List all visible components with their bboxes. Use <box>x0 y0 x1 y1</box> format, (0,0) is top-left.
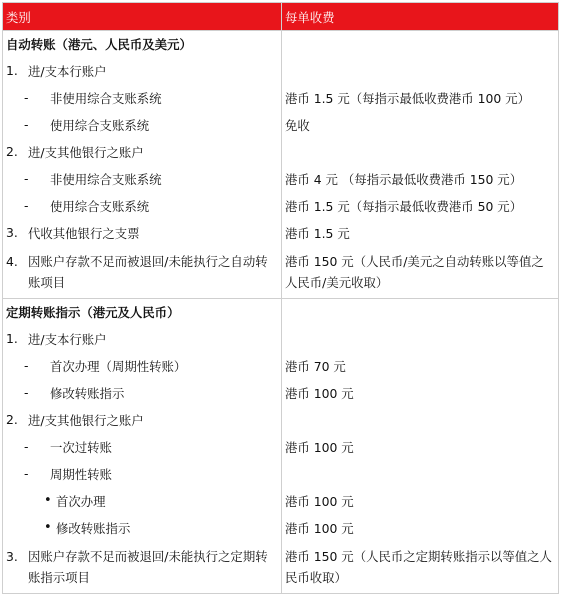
item-number: 1. <box>6 63 18 78</box>
fee-cell <box>282 192 558 219</box>
fee-text: 港币 100 元 <box>285 520 354 536</box>
category-cell <box>3 460 282 487</box>
fee-cell <box>282 406 558 433</box>
fee-cell <box>282 84 558 111</box>
header-fee: 每单收费 <box>285 9 335 25</box>
category-cell <box>3 165 282 192</box>
category-cell <box>3 57 282 84</box>
section-title: 自动转账（港元、人民币及美元） <box>6 37 192 52</box>
fee-text: 港币 100 元 <box>285 493 354 509</box>
category-text: 代收其他银行之支票 <box>28 225 140 241</box>
fee-text: 港币 70 元 <box>285 358 346 374</box>
dash-marker: - <box>24 385 29 400</box>
category-text: 使用综合支账系统 <box>50 198 150 214</box>
category-text: 因账户存款不足而被退回/未能执行之定期转账指示项目 <box>28 549 268 585</box>
table-row <box>3 325 558 352</box>
table-row <box>3 460 558 487</box>
fee-text: 港币 1.5 元（每指示最低收费港币 100 元） <box>285 90 530 106</box>
table-row <box>3 541 558 593</box>
fee-cell <box>282 325 558 352</box>
fee-cell <box>282 379 558 406</box>
category-text: 使用综合支账系统 <box>50 117 150 133</box>
table-row <box>3 111 558 138</box>
category-cell <box>3 111 282 138</box>
category-cell <box>3 433 282 460</box>
category-cell <box>3 299 282 325</box>
category-cell <box>3 406 282 433</box>
fee-text: 港币 100 元 <box>285 439 354 455</box>
fee-text: 港币 1.5 元（每指示最低收费港币 50 元） <box>285 198 523 214</box>
item-number: 2. <box>6 144 18 159</box>
dash-marker: - <box>24 171 29 186</box>
category-text: 进/支本行账户 <box>28 331 107 347</box>
fee-cell <box>282 541 558 593</box>
table-header <box>3 3 558 30</box>
table-row <box>3 57 558 84</box>
category-text: 一次过转账 <box>50 439 112 455</box>
section-row <box>3 30 558 57</box>
fee-cell <box>282 57 558 84</box>
section-title: 定期转账指示（港元及人民币） <box>6 305 180 320</box>
fee-text: 港币 4 元 （每指示最低收费港币 150 元） <box>285 171 523 187</box>
fee-cell <box>282 487 558 514</box>
dash-marker: - <box>24 358 29 373</box>
category-cell <box>3 514 282 541</box>
table-row <box>3 379 558 406</box>
category-text: 进/支其他银行之账户 <box>28 412 144 428</box>
category-cell <box>3 541 282 593</box>
table-row <box>3 84 558 111</box>
table-row <box>3 352 558 379</box>
fee-text: 免收 <box>285 117 310 133</box>
table-row <box>3 138 558 165</box>
table-row <box>3 433 558 460</box>
fee-cell <box>282 31 558 57</box>
category-text: 修改转账指示 <box>56 520 131 536</box>
category-text: 修改转账指示 <box>50 385 125 401</box>
table-body <box>3 30 558 593</box>
section-row <box>3 298 558 325</box>
category-cell <box>3 352 282 379</box>
category-text: 非使用综合支账系统 <box>50 90 162 106</box>
dash-marker: - <box>24 90 29 105</box>
category-cell <box>3 325 282 352</box>
category-cell <box>3 246 282 298</box>
category-cell <box>3 219 282 246</box>
fee-text: 港币 1.5 元 <box>285 225 350 241</box>
fee-cell <box>282 460 558 487</box>
dash-marker: - <box>24 439 29 454</box>
fee-table <box>2 2 559 594</box>
fee-cell <box>282 111 558 138</box>
header-category: 类别 <box>3 3 282 30</box>
dash-marker: - <box>24 117 29 132</box>
dash-marker: - <box>24 466 29 481</box>
bullet-marker: • <box>44 520 52 535</box>
table-row <box>3 487 558 514</box>
category-cell <box>3 192 282 219</box>
category-text: 周期性转账 <box>50 466 112 482</box>
category-text: 因账户存款不足而被退回/未能执行之自动转账项目 <box>28 254 268 290</box>
fee-cell <box>282 219 558 246</box>
fee-cell <box>282 165 558 192</box>
fee-cell <box>282 352 558 379</box>
table-row <box>3 192 558 219</box>
table-row <box>3 165 558 192</box>
fee-cell <box>282 299 558 325</box>
category-text: 进/支其他银行之账户 <box>28 144 144 160</box>
category-cell <box>3 487 282 514</box>
item-number: 3. <box>6 549 18 564</box>
category-text: 首次办理 <box>56 493 106 509</box>
table-row <box>3 406 558 433</box>
category-cell <box>3 31 282 57</box>
table-row <box>3 219 558 246</box>
fee-cell <box>282 138 558 165</box>
fee-cell <box>282 246 558 298</box>
table-row <box>3 514 558 541</box>
category-cell <box>3 379 282 406</box>
fee-text: 港币 150 元（人民币/美元之自动转账以等值之人民币/美元收取） <box>285 254 544 290</box>
dash-marker: - <box>24 198 29 213</box>
table-row <box>3 246 558 298</box>
category-text: 进/支本行账户 <box>28 63 107 79</box>
bullet-marker: • <box>44 493 52 508</box>
fee-text: 港币 100 元 <box>285 385 354 401</box>
item-number: 2. <box>6 412 18 427</box>
item-number: 3. <box>6 225 18 240</box>
item-number: 1. <box>6 331 18 346</box>
category-cell <box>3 84 282 111</box>
category-cell <box>3 138 282 165</box>
fee-text: 港币 150 元（人民币之定期转账指示以等值之人民币收取） <box>285 549 552 585</box>
category-text: 首次办理（周期性转账） <box>50 358 187 374</box>
fee-cell <box>282 514 558 541</box>
category-text: 非使用综合支账系统 <box>50 171 162 187</box>
item-number: 4. <box>6 254 18 269</box>
fee-cell <box>282 433 558 460</box>
